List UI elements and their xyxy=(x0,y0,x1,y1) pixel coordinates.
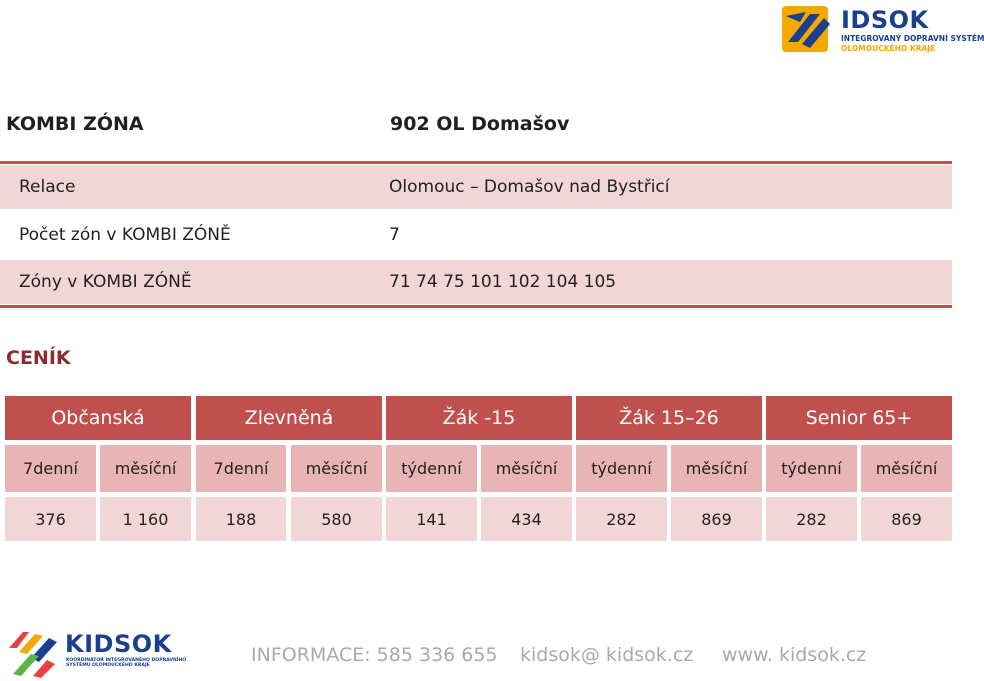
info-value: Olomouc – Domašov nad Bystřicí xyxy=(389,177,670,197)
price-cell: 434 xyxy=(481,497,572,541)
info-bottom-divider xyxy=(0,305,952,308)
zone-name-title: 902 OL Domašov xyxy=(390,113,570,135)
period-cell: měsíční xyxy=(100,445,191,492)
period-cell: měsíční xyxy=(861,445,952,492)
info-row-zones xyxy=(0,260,952,304)
info-row-zone-count xyxy=(0,213,952,257)
footer-phone: INFORMACE: 585 336 655 xyxy=(251,644,498,666)
price-cell: 282 xyxy=(766,497,857,541)
period-cell: 7denní xyxy=(5,445,96,492)
info-value: 71 74 75 101 102 104 105 xyxy=(389,272,617,292)
price-cell: 869 xyxy=(671,497,762,541)
price-cell: 282 xyxy=(576,497,667,541)
category-cell: Žák 15–26 xyxy=(576,396,762,440)
info-label: Počet zón v KOMBI ZÓNĚ xyxy=(19,225,231,245)
idsok-logo-subtitle: INTEGROVANÝ DOPRAVNÍ SYSTÉM xyxy=(841,34,984,43)
period-cell: měsíční xyxy=(481,445,572,492)
category-cell: Zlevněná xyxy=(196,396,382,440)
zone-type-title: KOMBI ZÓNA xyxy=(6,113,144,135)
period-cell: měsíční xyxy=(671,445,762,492)
price-cell: 1 160 xyxy=(100,497,191,541)
footer-web-link[interactable]: www. kidsok.cz xyxy=(722,644,867,666)
idsok-logo-icon xyxy=(780,4,836,54)
price-cell: 141 xyxy=(386,497,477,541)
price-cell: 376 xyxy=(5,497,96,541)
period-cell: 7denní xyxy=(196,445,286,492)
period-cell: týdenní xyxy=(386,445,477,492)
period-cell: měsíční xyxy=(291,445,382,492)
period-cell: týdenní xyxy=(766,445,857,492)
kidsok-logo-subtitle xyxy=(66,658,186,669)
kidsok-logo xyxy=(5,628,187,678)
info-row-relace xyxy=(0,165,952,209)
idsok-logo xyxy=(780,4,984,54)
kidsok-logo-subtitle-line: SYSTÉMU OLOMOUCKÉHO KRAJE xyxy=(66,663,150,669)
price-list-title: CENÍK xyxy=(6,347,71,369)
price-cell: 869 xyxy=(861,497,952,541)
info-label: Zóny v KOMBI ZÓNĚ xyxy=(19,272,192,292)
category-cell: Občanská xyxy=(5,396,191,440)
footer-email-link[interactable]: kidsok@ kidsok.cz xyxy=(520,644,694,666)
kidsok-logo-icon xyxy=(5,628,61,678)
period-cell: týdenní xyxy=(576,445,667,492)
kidsok-logo-subtitle-line: KOORDINÁTOR INTEGROVANÉHO DOPRAVNÍHO xyxy=(66,658,187,663)
info-top-divider xyxy=(0,161,952,164)
category-cell: Žák -15 xyxy=(386,396,572,440)
price-cell: 188 xyxy=(196,497,286,541)
price-cell: 580 xyxy=(291,497,382,541)
info-value: 7 xyxy=(389,225,400,245)
category-cell: Senior 65+ xyxy=(766,396,952,440)
info-label: Relace xyxy=(19,177,76,197)
kidsok-logo-text: KIDSOK xyxy=(65,630,172,658)
idsok-logo-subtitle-region: OLOMOUCKÉHO KRAJE xyxy=(841,44,936,53)
idsok-logo-text: IDSOK xyxy=(841,6,929,34)
